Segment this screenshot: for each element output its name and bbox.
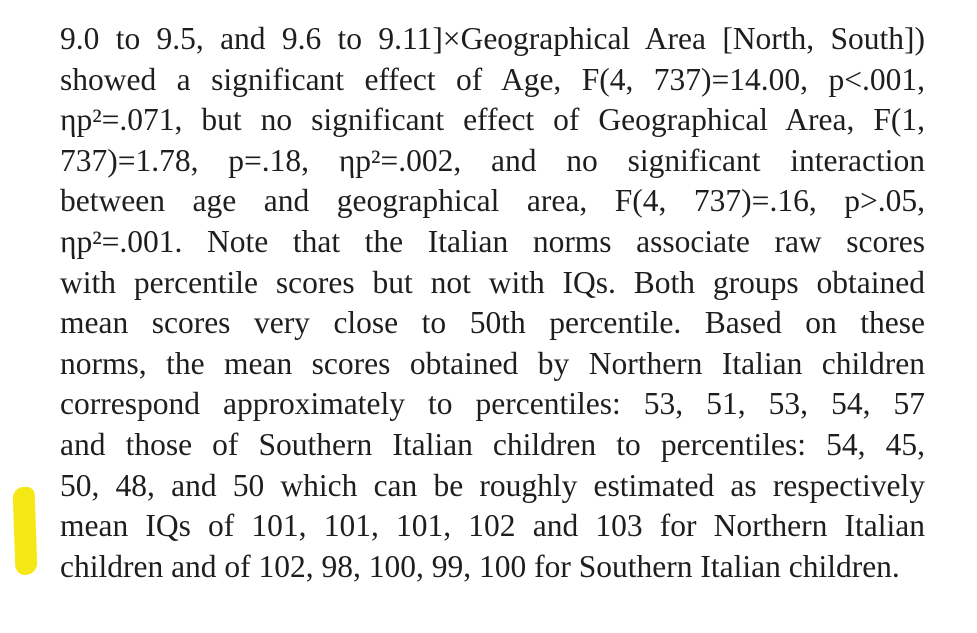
text-line: mean scores very close to 50th percentile. Based on these [60, 305, 925, 341]
text-line: norms, the mean scores obtained by Northern Italian children [60, 345, 925, 381]
body-paragraph [60, 19, 925, 587]
text-line: 50, 48, and 50 which can be roughly estimated as respectively [60, 467, 925, 503]
yellow-highlighter-mark [12, 487, 37, 576]
text-line: mean IQs of 101, 101, 101, 102 and 103 for Northern Italian [60, 508, 925, 544]
text-line: between age and geographical area, F(4, 737)=.16, p>.05, [60, 183, 925, 219]
text-line: with percentile scores but not with IQs. Both groups obtained [60, 264, 925, 300]
text-line: children and of 102, 98, 100, 99, 100 for Southern Italian children. [60, 548, 900, 584]
text-line: showed a significant effect of Age, F(4, 737)=14.00, p<.001, [60, 61, 925, 97]
text-line: ηp²=.001. Note that the Italian norms associate raw scores [60, 223, 925, 259]
text-line: ηp²=.071, but no significant effect of Geographical Area, F(1, [60, 102, 925, 138]
text-line: and those of Southern Italian children to percentiles: 54, 45, [60, 426, 925, 462]
text-line: 737)=1.78, p=.18, ηp²=.002, and no significant interaction [60, 142, 925, 178]
text-line: correspond approximately to percentiles: 53, 51, 53, 54, 57 [60, 386, 925, 422]
text-line: 9.0 to 9.5, and 9.6 to 9.11]×Geographical Area [North, South]) [60, 21, 925, 56]
